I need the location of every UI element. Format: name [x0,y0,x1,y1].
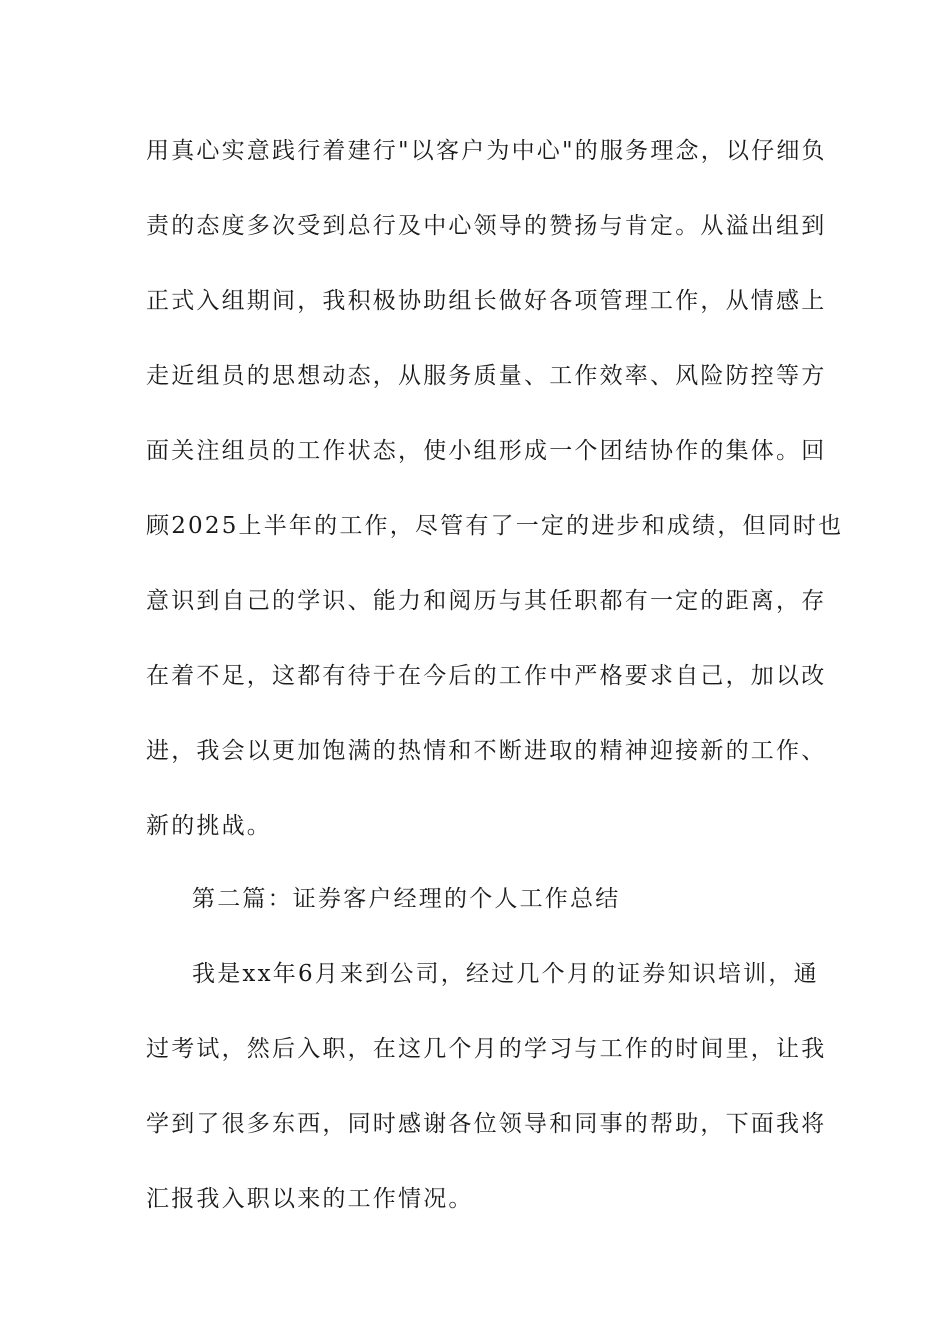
paragraph-line: 用真心实意践行着建行"以客户为中心"的服务理念，以仔细负 [146,138,827,164]
paragraph-line: 走近组员的思想动态，从服务质量、工作效率、风险防控等方 [146,363,827,389]
paragraph-line: 进，我会以更加饱满的热情和不断进取的精神迎接新的工作、 [146,738,827,764]
paragraph-line: 责的态度多次受到总行及中心领导的赞扬与肯定。从溢出组到 [146,213,827,239]
paragraph-line: 我是xx年6月来到公司，经过几个月的证券知识培训，通 [192,961,819,987]
paragraph-line: 过考试，然后入职，在这几个月的学习与工作的时间里，让我 [146,1036,827,1062]
section-heading: 第二篇：证券客户经理的个人工作总结 [192,886,621,912]
paragraph-line: 汇报我入职以来的工作情况。 [146,1186,474,1212]
paragraph-line: 面关注组员的工作状态，使小组形成一个团结协作的集体。回 [146,438,827,464]
paragraph-line: 在着不足，这都有待于在今后的工作中严格要求自己，加以改 [146,663,827,689]
paragraph-line: 意识到自己的学识、能力和阅历与其任职都有一定的距离，存 [146,588,827,614]
paragraph-line: 新的挑战。 [146,813,272,839]
paragraph-line: 顾2025上半年的工作，尽管有了一定的进步和成绩，但同时也 [146,513,844,539]
paragraph-line: 学到了很多东西，同时感谢各位领导和同事的帮助，下面我将 [146,1111,827,1137]
paragraph-line: 正式入组期间，我积极协助组长做好各项管理工作，从情感上 [146,288,827,314]
